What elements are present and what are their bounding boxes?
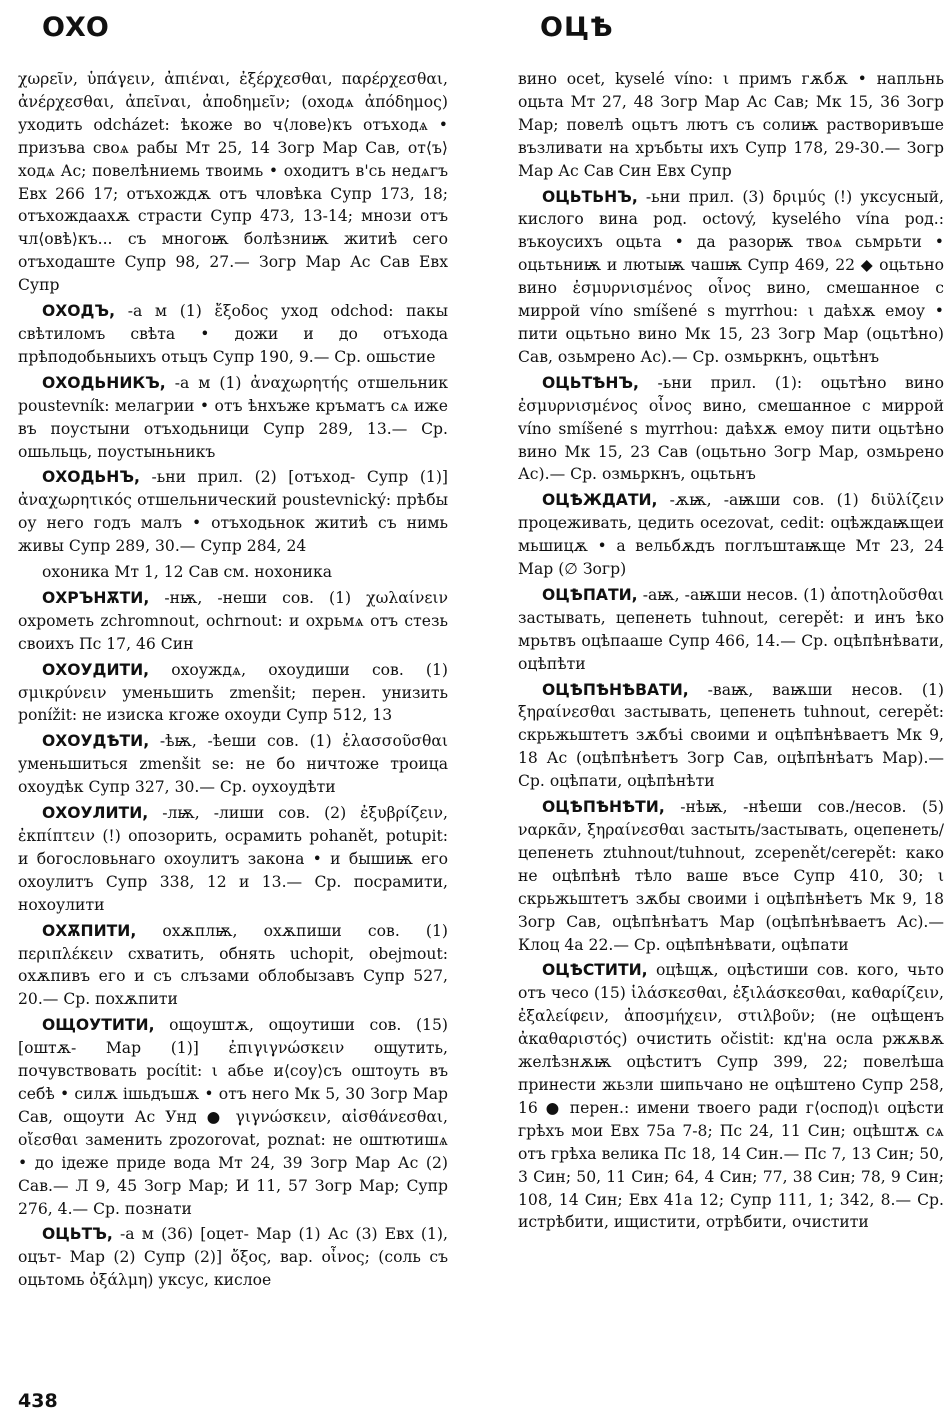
entry-body: -ваѭ, ваѭши несов. (1) ξηραίνεσθαι застывать, цепенеть tuhnout, cerepět: скрьжьштетъ зѫбъі своими и оцѣпѣнѣваетъ Мк 9, 18 Ас (оцѣпѣнѣетъ Зогр Сав, оцѣпѣнѣатъ Мар).— Ср. оцѣпати, оцѣпѣнѣти (518, 680, 944, 791)
entry-headword: ОХОДЪ, (42, 302, 115, 321)
entry-body: -ѣѭ, -ѣеши сов. (1) ἐλασσοῦσθαι уменьшиться zmenšit se: не бо ничтоже троица охоудѣк Супр 327, 30.— Ср. оухоудѣти (18, 732, 448, 797)
entry-headword: ОЦѢЖДАТИ, (542, 491, 658, 510)
entry-body: охоуждѧ, охоудиши сов. (1) σμικρύνειν уменьшить zmenšit; перен. унизить ponížit: не изиска кгоже охоуди Супр 512, 13 (18, 660, 448, 725)
dictionary-entry-crossref (18, 561, 448, 584)
dictionary-entry (518, 584, 944, 676)
entry-body: вино ocet, kyselé víno: ι примъ гѫбѫ • напльнь оцьта Мт 27, 48 Зогр Мар Ас Сав; Мк 15, 36 Зогр Мар; повелѣ оцьтъ лютъ съ солиѭ растворивъше възливати на хръбьты ихъ Супр 178, 29-30.— Зогр Мар Ас Сав Син Евх Супр (518, 70, 944, 180)
entry-body: охоника Мт 1, 12 Сав см. нохоника (42, 563, 333, 582)
header-left-guideword: OXO (42, 12, 110, 43)
entry-headword: ОХОДЬНЪ, (42, 468, 140, 487)
dictionary-entry (518, 489, 944, 581)
entry-headword: ОХОУДИТИ, (42, 660, 150, 679)
dictionary-entry (518, 679, 944, 794)
dictionary-entry (18, 300, 448, 369)
dictionary-entry (518, 186, 944, 369)
entry-body: -а м (1) ἔξοδος уход odchod: пакы свѣтиломъ свѣта • дожи и до отъхода прѣподобьныихъ отьцъ Супр 190, 9.— Ср. ошьстие (18, 302, 448, 366)
entry-body: -ьни прил. (2) [отъход- Супр (1)] ἀναχωρητικός отшельнический poustevnický: прѣбы оу него годъ малъ • отъходьнок житиѣ съ нимь живы Супр 289, 30.— Супр 284, 24 (18, 468, 448, 556)
entry-body: -а м (36) [оцет- Мар (1) Ас (3) Евх (1), оцът- Мар (2) Супр (2)] ὄξος, вар. οἶνος; (соль съ оцьтомь ὀξάλμη) уксус, кислое (18, 1225, 448, 1290)
entry-body: -ьни прил. (1): оцьтѣно вино ἐσμυρνισμένος οἶνος вино, смешанное с миррой víno smíšené s myrrhou: даѣхѫ емоу пити оцьтѣно вино Мк 15, 23 Сав (оцьтьно Зогр Мар, озмьрено Ас).— Ср. озмьркнъ, оцьтьнъ (518, 373, 944, 484)
dictionary-entry (18, 1014, 448, 1220)
dictionary-entry (18, 802, 448, 917)
dictionary-entry (18, 659, 448, 728)
entry-headword: ОЦѢСТИТИ, (542, 961, 648, 980)
entry-headword: ОЦЬТЪ, (42, 1225, 113, 1244)
entry-body: -ьни прил. (3) δριμύς (!) уксусный, кислого вина род. octový, kyselého vína род.: въкоусихъ оцьта • да разорѭ твоѧ сьмрьти • оцьтьниѭ и лютыѭ чашѭ Супр 469, 22 ◆ оцьтьно вино ἐσμυρνισμένος οἶνος вино, смешанное с миррой víno smíšené s myrrhou: ι даѣхѫ емоу • пити оцьтьно вино Мк 15, 23 Зогр Мар (оцьтѣно) Сав, озьмрено Ас).— Ср. озмьркнъ, оцьтѣнъ (518, 187, 944, 366)
entry-body: ощоуштѫ, ощоутиши сов. (15) [оштѫ- Мар (1)] ἐπιγιγνώσκειν ощутить, почувствовать pocítit: ι абье и⟨соу⟩съ оштоуть въ себѣ • силѫ ішьдъшѫ • отъ него Мк 5, 30 Зогр Мар Сав, ощоути Ас Унд ● γιγνώσκειν, αἰσθάνεσθαι, οἴεσθαι заменить zpozorovat, poznat: не оштютишѧ • до ідеже приде вода Мт 24, 39 Зогр Мар Ас (2) Сав.— Л 9, 45 Зогр Мар; И 11, 57 Зогр Мар; Супр 276, 4.— Ср. познати (18, 1016, 448, 1218)
entry-body: -нѭ, -неши сов. (1) χωλαίνειν охрометь zchromnout, ochrnout: и охрьмѧ отъ стезь своихъ Пс 17, 46 Син (18, 588, 448, 653)
entry-body: -лѭ, -лиши сов. (2) ἐξυβρίζειν, ἐκπίπτειν (!) опозорить, осрамить pohanět, potupit: и богословьнаго охоулитъ закона • и бышиѭ его охоулитъ Супр 338, 12 и 13.— Ср. посрамити, нохоулити (18, 804, 448, 914)
entry-body: χωρεῖν, ὑπάγειν, ἀπιέναι, ἐξέρχεσθαι, παρέρχεσθαι, ἀνέρχεσθαι, ἀπεῖναι, ἀποδημεῖν; (оходѧ ἀπόδημος) уходить odcházet: ѣкоже во ч⟨лове⟩къ отъходѧ • призъва своѧ рабы Мт 25, 14 Зогр Мар Сав, от⟨ъ⟩ходѧ Ас; повелѣниемь твоимь • оходитъ в'сь недѧгъ Евх 266 17; отъхождѫ отъ чловѣка Супр 173, 18; отъхождаахѫ страсти Супр 473, 13-14; мнози отъ чл⟨овѣ⟩къ... съ многоѭ болѣзниѭ житиѣ сего отъходаште Супр 98, 27.— Зогр Мар Ас Сав Евх Супр (18, 70, 448, 295)
dictionary-entry-continuation (18, 68, 448, 297)
entry-headword: ОЦЬТѢНЪ, (542, 373, 639, 392)
entry-body: -а м (1) ἀναχωρητής отшельник poustevník: мелагрии • отъ ѣнхъже кръматъ сѧ иже въ поустыни отъходьници Супр 289, 13.— Ср. ошьльць, поустыньникъ (18, 373, 448, 461)
entry-headword: ОХОДЬНИКЪ, (42, 373, 166, 392)
dictionary-entry-continuation (518, 68, 944, 183)
page-number: 438 (18, 1390, 58, 1412)
dictionary-entry (18, 920, 448, 1012)
entry-headword: ОЦѢПѢНѢТИ, (542, 798, 665, 817)
header-right-guideword: ОЦѢ (540, 12, 614, 43)
entry-body: -ѫѭ, -аѭши сов. (1) διϋλίζειν процеживать, цедить ocezovat, cedit: оцѣждаѭщеи мьшицѫ • а вельбѫдъ поглъштаѭще Мт 23, 24 Мар (∅ Зогр) (518, 491, 944, 579)
entry-body: -аѭ, -аѭши несов. (1) ἀποτηλοῦσθαι застывать, цепенеть tuhnout, cerepět: и инъ ѣко мрьтвъ оцѣпааше Супр 466, 14.— Ср. оцѣпѣнѣвати, оцѣпѣти (518, 585, 944, 673)
entry-headword: ОХОУЛИТИ, (42, 804, 149, 823)
dictionary-entry (18, 1223, 448, 1292)
dictionary-entry (518, 372, 944, 487)
left-column (18, 68, 448, 1368)
entry-headword: ОХРЪНѪТИ, (42, 588, 150, 607)
entry-body: охѫплѭ, охѫпиши сов. (1) περιπλέκειν схватить, обнять uchopit, obejmout: охѫпивъ его и съ слъзами облобызавъ Супр 527, 20.— Ср. похѫпити (18, 921, 448, 1009)
dictionary-entry (518, 959, 944, 1234)
dictionary-entry (18, 466, 448, 558)
entry-body: оцѣщѫ, оцѣстиши сов. кого, чьто отъ чесо (15) ἱλάσκεσθαι, ἐξιλάσκεσθαι, καθαρίζειν, ἐξαλείφειν, ἀποσμήχειν, στιλβοῦν; (не оцѣщенъ ἀκαθαριστός) очистить očistit: кд'на осла ржѫвѫ желѣзнѫѭ оцѣститъ Супр 399, 22; повелѣша принести жьзли шипьчано не оцѣштено Супр 258, 16 ● перен.: имени твоего ради г⟨оспод⟩ι оцѣсти грѣхъ мои Евх 75а 7-8; Пс 24, 11 Син; оцѣштѫ сѧ отъ грѣха велика Пс 18, 14 Син.— Пс 7, 13 Син; 50, 3 Син; 50, 11 Син; 64, 4 Син; 77, 38 Син; 78, 9 Син; 108, 14 Син; Евх 41а 12; Супр 111, 1; 342, 8.— Ср. истрѣбити, ищистити, отрѣбити, очистити (518, 961, 944, 1232)
entry-headword: ОЩОУТИТИ, (42, 1016, 155, 1035)
entry-headword: ОХѪПИТИ, (42, 921, 137, 940)
entry-headword: ОЦѢПѢНѢВАТИ, (542, 680, 689, 699)
dictionary-entry (18, 730, 448, 799)
entry-body: -нѣѭ, -нѣеши сов./несов. (5) ναρκᾶν, ξηραίνεσθαι застыть/застывать, оцепенеть/цепенеть ztuhnout/tuhnout, zcepenět/cerepět: како не оцѣпѣнѣ тѣло ваше въсе Супр 410, 30; ι скрьжьштетъ зѫбы своими і оцѣпѣнѣетъ Мк 9, 18 Зогр Сав, оцѣпѣнѣатъ Мар (оцѣпѣнѣваетъ Ас).— Клоц 4а 22.— Ср. оцѣпѣнѣвати, оцѣпати (518, 798, 944, 954)
dictionary-entry (518, 796, 944, 956)
dictionary-entry (18, 372, 448, 464)
entry-headword: ОЦЬТЬНЪ, (542, 187, 638, 206)
entry-headword: ОЦѢПАТИ, (542, 585, 638, 604)
dictionary-entry (18, 587, 448, 656)
entry-headword: ОХОУДѢТИ, (42, 732, 150, 751)
right-column (518, 68, 944, 1368)
